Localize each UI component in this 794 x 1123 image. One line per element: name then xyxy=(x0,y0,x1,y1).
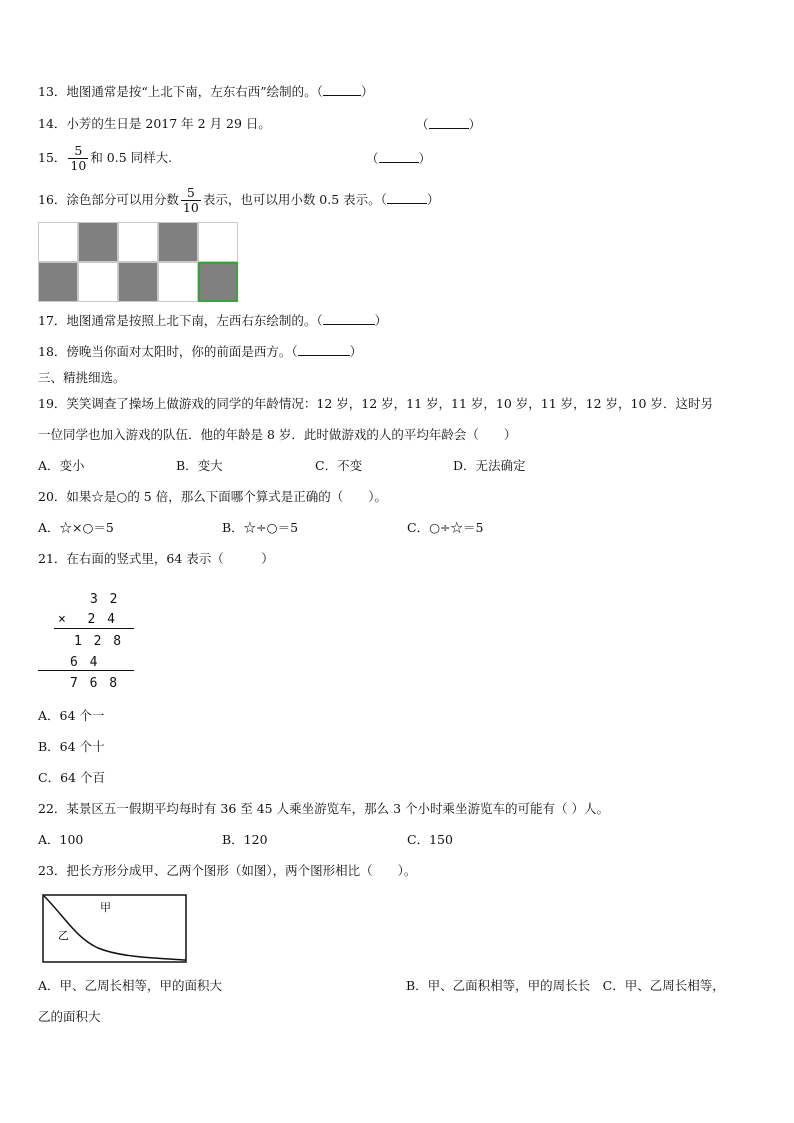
question-17: 17．地图通常是按照上北下南，左西右东绘制的。（ ） xyxy=(38,313,388,328)
option-b[interactable]: B．☆÷○＝5 xyxy=(222,520,299,535)
option-a[interactable]: A．64 个一 xyxy=(38,708,105,723)
grid-cell xyxy=(78,262,118,302)
option-c[interactable]: C．64 个百 xyxy=(38,770,105,785)
divider xyxy=(38,670,134,671)
grid-cell-shaded xyxy=(118,262,158,302)
section-heading: 三、精挑细选。 xyxy=(38,370,126,385)
option-a[interactable]: A．变小 xyxy=(38,458,85,473)
answer-blank[interactable] xyxy=(379,150,419,163)
option-c[interactable]: C．150 xyxy=(407,832,453,847)
shaded-grid-figure xyxy=(38,222,238,302)
answer-blank[interactable] xyxy=(323,312,375,325)
question-15-answer: （ ） xyxy=(366,151,432,166)
question-22: 22．某景区五一假期平均每时有 36 至 45 人乘坐游览车，那么 3 个小时乘坐游览车的可能有（ ）人。 xyxy=(38,801,609,816)
grid-cell xyxy=(118,222,158,262)
label-jia: 甲 xyxy=(100,901,111,914)
question-21: 21．在右面的竖式里，64 表示（ ） xyxy=(38,551,274,566)
option-b[interactable]: B．变大 xyxy=(176,458,223,473)
grid-cell xyxy=(158,262,198,302)
option-a[interactable]: A．100 xyxy=(38,832,84,847)
option-a[interactable]: A．☆×○＝5 xyxy=(38,520,114,535)
option-d[interactable]: D．无法确定 xyxy=(453,458,526,473)
fraction: $\frac{5}{10}$ xyxy=(70,143,87,173)
question-14: 14．小芳的生日是 2017 年 2 月 29 日。 xyxy=(38,116,271,131)
option-b[interactable]: B．120 xyxy=(222,832,268,847)
question-19-line2: 一位同学也加入游戏的队伍．他的年龄是 8 岁．此时做游戏的人的平均年龄会（ ） xyxy=(38,427,517,442)
answer-blank[interactable] xyxy=(429,116,469,129)
fraction: $\frac{5}{10}$ xyxy=(182,185,199,215)
dividing-curve xyxy=(44,896,186,960)
question-19-line1: 19．笑笑调查了操场上做游戏的同学的年龄情况：12 岁，12 岁，11 岁，11 岁，10 岁，11 岁，12 岁，10 岁．这时另 xyxy=(38,396,713,411)
answer-blank[interactable] xyxy=(387,191,427,204)
grid-cell xyxy=(198,222,238,262)
question-13: 13．地图通常是按“上北下南，左东右西”绘制的。（ ） xyxy=(38,84,374,99)
question-23: 23．把长方形分成甲、乙两个图形（如图），两个图形相比（ ）。 xyxy=(38,863,417,878)
grid-cell-shaded xyxy=(38,262,78,302)
question-18: 18．傍晚当你面对太阳时，你的前面是西方。（ ） xyxy=(38,344,363,359)
option-c[interactable]: C．不变 xyxy=(315,458,363,473)
question-15: 15． $\frac{5}{10}$ 和 0.5 同样大. xyxy=(38,143,173,173)
label-yi: 乙 xyxy=(58,929,69,942)
question-14-answer: （ ） xyxy=(416,117,482,132)
option-b-c[interactable]: B．甲、乙面积相等，甲的周长长 C．甲、乙周长相等， xyxy=(406,978,725,993)
divider xyxy=(54,628,134,629)
option-c[interactable]: C．○÷☆＝5 xyxy=(407,520,484,535)
grid-cell xyxy=(38,222,78,262)
answer-blank[interactable] xyxy=(298,343,350,356)
grid-cell-shaded xyxy=(198,262,238,302)
option-b[interactable]: B．64 个十 xyxy=(38,739,105,754)
answer-blank[interactable] xyxy=(323,83,361,96)
vertical-multiplication: 3 2 × 2 4 1 2 8 6 4 7 6 8 xyxy=(38,586,148,696)
question-16: 16．涂色部分可以用分数 $\frac{5}{10}$ 表示，也可以用小数 0.5 表示。（ ） xyxy=(38,185,440,215)
grid-cell-shaded xyxy=(158,222,198,262)
option-c-continued: 乙的面积大 xyxy=(38,1009,101,1024)
option-a[interactable]: A．甲、乙周长相等，甲的面积大 xyxy=(38,978,223,993)
rectangle-split-figure xyxy=(42,894,188,964)
grid-cell-shaded xyxy=(78,222,118,262)
question-20: 20．如果☆是○的 5 倍，那么下面哪个算式是正确的（ ）。 xyxy=(38,489,387,504)
